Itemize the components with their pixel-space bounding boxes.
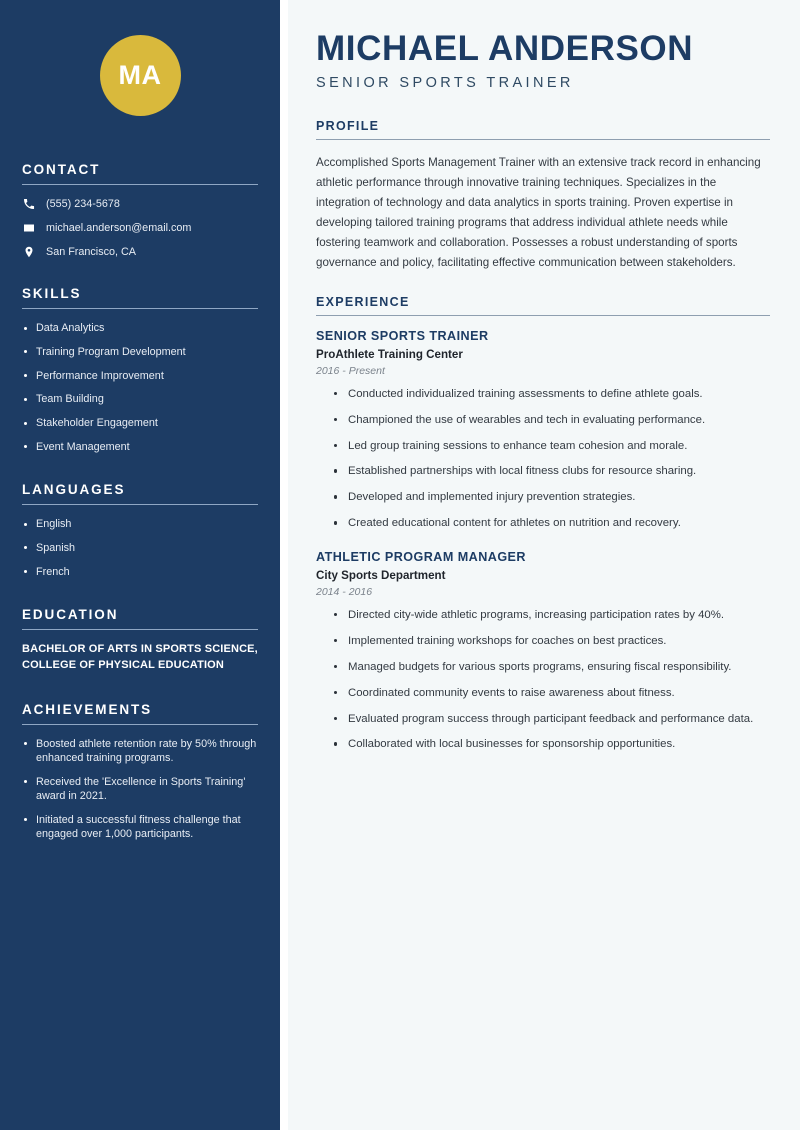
- list-item: Event Management: [22, 440, 258, 454]
- list-item: Led group training sessions to enhance team cohesion and morale.: [332, 438, 770, 455]
- list-item: Initiated a successful fitness challenge that engaged over 1,000 participants.: [22, 813, 258, 842]
- experience-heading: EXPERIENCE: [316, 294, 410, 309]
- skills-divider: [22, 308, 258, 309]
- languages-list: [22, 517, 258, 579]
- list-item: Stakeholder Engagement: [22, 416, 258, 430]
- sidebar: [0, 0, 280, 1130]
- list-item: Created educational content for athletes on nutrition and recovery.: [332, 515, 770, 532]
- job-bullets: [316, 607, 770, 753]
- avatar-container: [22, 0, 258, 162]
- job-company: ProAthlete Training Center: [316, 347, 463, 361]
- list-item: Evaluated program success through participant feedback and performance data.: [332, 711, 770, 728]
- contact-phone-value: (555) 234-5678: [46, 197, 120, 210]
- education-divider: [22, 629, 258, 630]
- avatar-initials: MA: [100, 35, 181, 116]
- list-item: Boosted athlete retention rate by 50% through enhanced training programs.: [22, 737, 258, 766]
- list-item: Championed the use of wearables and tech in evaluating performance.: [332, 412, 770, 429]
- skills-list: [22, 321, 258, 454]
- skills-heading: SKILLS: [22, 286, 82, 301]
- list-item: Collaborated with local businesses for sponsorship opportunities.: [332, 736, 770, 753]
- contact-location-row[interactable]: [22, 245, 258, 258]
- main-content: [288, 0, 800, 1130]
- list-item: French: [22, 565, 258, 579]
- education-degree: BACHELOR OF ARTS IN SPORTS SCIENCE, COLLEGE OF PHYSICAL EDUCATION: [22, 642, 258, 671]
- contact-location-value: San Francisco, CA: [46, 245, 137, 258]
- education-heading: EDUCATION: [22, 606, 119, 622]
- languages-divider: [22, 504, 258, 505]
- achievements-heading: ACHIEVEMENTS: [22, 701, 153, 717]
- contact-phone-row[interactable]: [22, 197, 258, 210]
- list-item: Team Building: [22, 392, 258, 406]
- list-item: Established partnerships with local fitness clubs for resource sharing.: [332, 463, 770, 480]
- achievements-section: [22, 702, 258, 842]
- list-item: Directed city-wide athletic programs, increasing participation rates by 40%.: [332, 607, 770, 624]
- skills-section: [22, 286, 258, 454]
- list-item: Coordinated community events to raise awareness about fitness.: [332, 685, 770, 702]
- list-item: Managed budgets for various sports programs, ensuring fiscal responsibility.: [332, 659, 770, 676]
- column-gap: [280, 0, 288, 1130]
- job-company: City Sports Department: [316, 569, 446, 583]
- experience-divider: [316, 315, 770, 316]
- page-title: MICHAEL ANDERSON: [316, 29, 694, 68]
- experience-section: [316, 295, 770, 754]
- list-item: Developed and implemented injury prevention strategies.: [332, 489, 770, 506]
- languages-heading: LANGUAGES: [22, 482, 126, 497]
- achievements-divider: [22, 724, 258, 725]
- list-item: Conducted individualized training assessments to define athlete goals.: [332, 386, 770, 403]
- job-bullets: [316, 386, 770, 532]
- contact-heading: CONTACT: [22, 162, 101, 177]
- profile-text: Accomplished Sports Management Trainer with an extensive track record in enhancing athletic performance through innovative training techniques. Specializes in the integration of technology and data analytics in sports training. Proven expertise in developing tailored training programs that address individual athlete needs while fostering teamwork and collaboration. Possesses a robust understanding of sports governance and policy, facilitating effective communication between stakeholders.: [316, 155, 761, 269]
- contact-section: [22, 162, 258, 258]
- list-item: Performance Improvement: [22, 369, 258, 383]
- languages-section: [22, 482, 258, 579]
- profile-heading: PROFILE: [316, 118, 380, 133]
- list-item: Spanish: [22, 541, 258, 555]
- list-item: Received the 'Excellence in Sports Training' award in 2021.: [22, 775, 258, 804]
- achievements-list: [22, 737, 258, 842]
- contact-divider: [22, 184, 258, 185]
- job-title: SENIOR SPORTS TRAINER: [316, 328, 489, 343]
- job-title: ATHLETIC PROGRAM MANAGER: [316, 550, 526, 565]
- experience-entry: [316, 550, 770, 753]
- profile-section: [316, 119, 770, 273]
- contact-email-value: michael.anderson@email.com: [46, 221, 192, 234]
- job-dates: 2014 - 2016: [316, 586, 373, 599]
- list-item: English: [22, 517, 258, 531]
- contact-email-row[interactable]: [22, 221, 258, 234]
- envelope-icon: [22, 221, 35, 234]
- job-dates: 2016 - Present: [316, 364, 385, 377]
- job-role-subtitle: SENIOR SPORTS TRAINER: [316, 74, 574, 91]
- location-pin-icon: [22, 245, 35, 258]
- education-section: [22, 607, 258, 674]
- list-item: Data Analytics: [22, 321, 258, 335]
- list-item: Implemented training workshops for coaches on best practices.: [332, 633, 770, 650]
- list-item: Training Program Development: [22, 345, 258, 359]
- experience-entry: [316, 329, 770, 532]
- profile-divider: [316, 139, 770, 140]
- phone-icon: [22, 197, 35, 210]
